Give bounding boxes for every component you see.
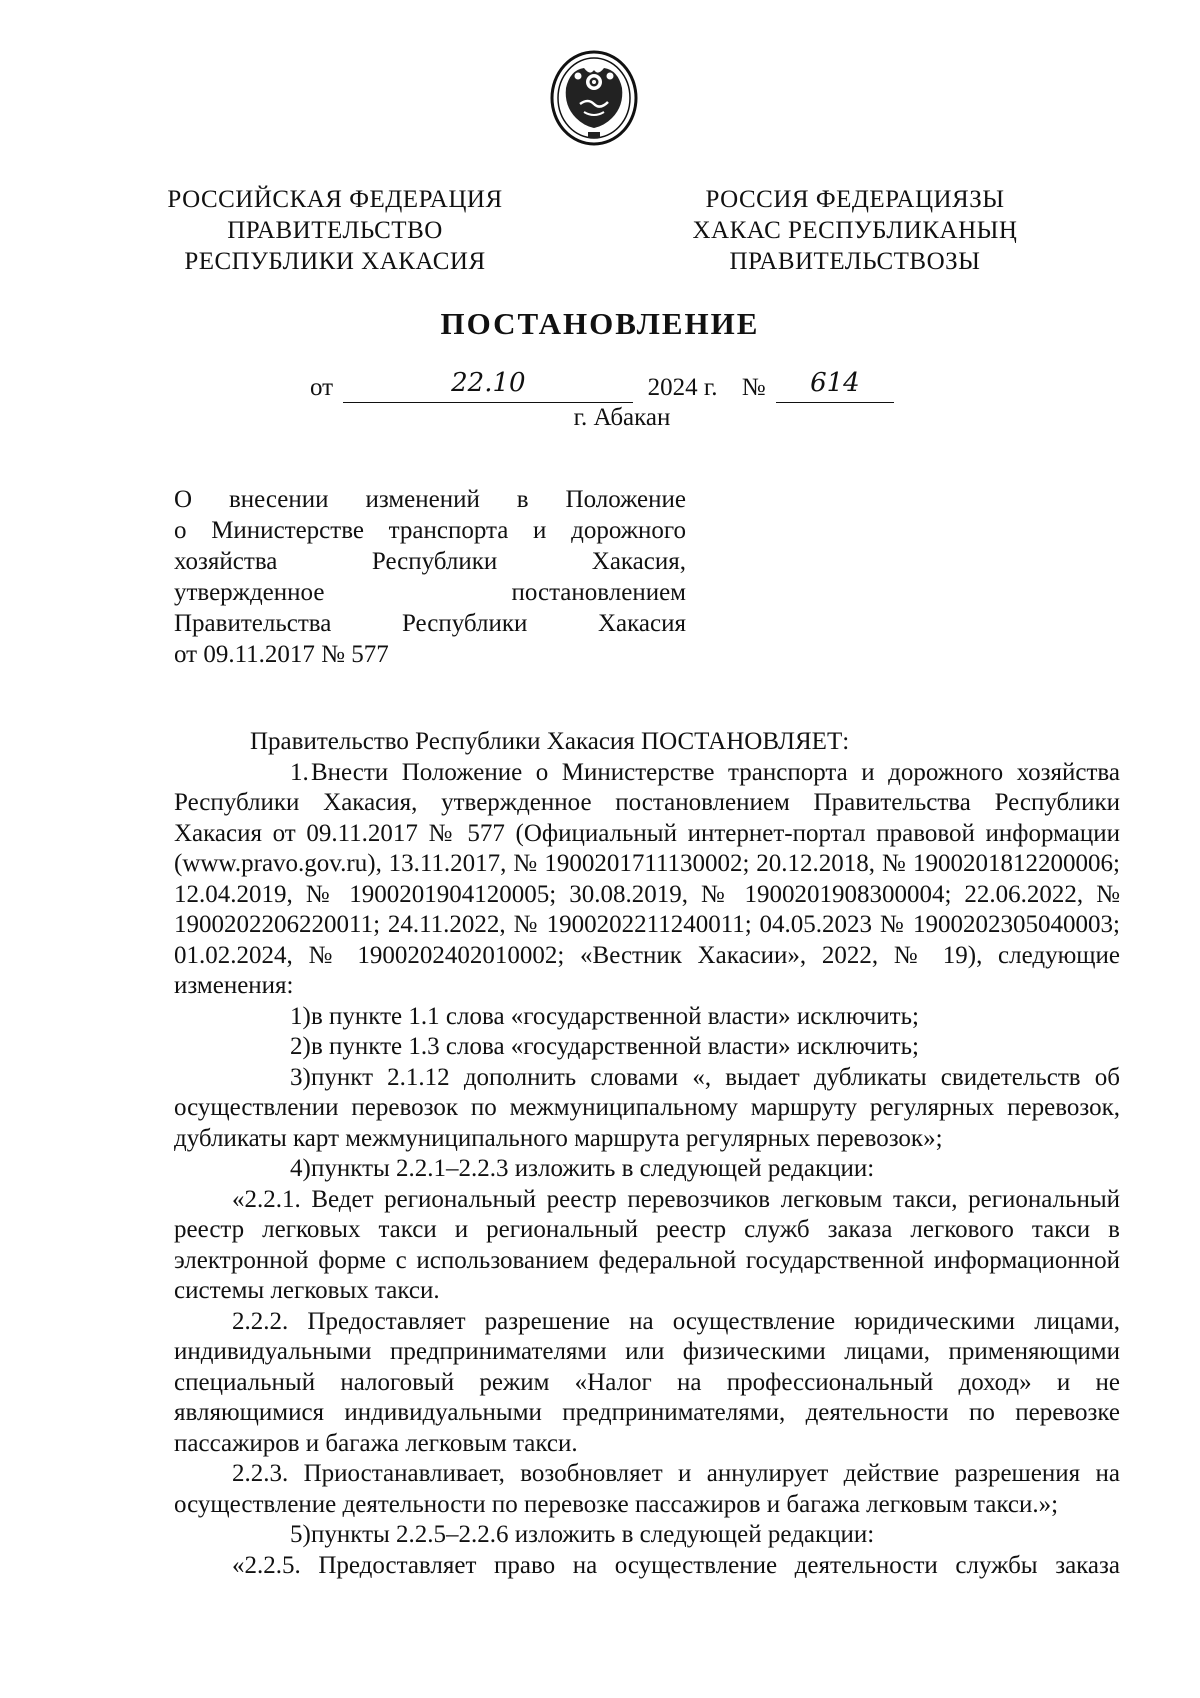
subject-line: утвержденное постановлением <box>174 579 686 606</box>
intro-text: Правительство Республики Хакасия ПОСТАНОВЛЯЕТ: <box>250 728 850 755</box>
number-label: № <box>741 374 766 401</box>
item-1-number: 1. <box>290 758 309 786</box>
subject-line: Правительства Республики Хакасия <box>174 610 686 637</box>
handwritten-date: 22.10 <box>451 368 526 398</box>
subject-line: О внесении изменений в Положение <box>174 486 686 513</box>
subitem-2-paragraph <box>174 1032 1120 1063</box>
subitem-3-paragraph <box>174 1063 1120 1155</box>
paragraph-2-2-1: «2.2.1. Ведет региональный реестр перевозчиков легковым такси, региональный реестр легковых такси и региональный реестр служб заказа легкового такси в электронной форме с использованием федеральной государственной информационной системы легковых такси. <box>174 1185 1120 1304</box>
subject-line: хозяйства Республики Хакасия, <box>174 548 686 575</box>
year-label: 2024 г. <box>647 374 718 401</box>
subitem-4-text: пункты 2.2.1–2.2.3 изложить в следующей редакции: <box>311 1155 875 1182</box>
document-title: ПОСТАНОВЛЕНИЕ <box>440 306 760 341</box>
header-right-khakas <box>670 184 1040 277</box>
document-body <box>174 727 1120 1581</box>
subitem-2-number: 2) <box>290 1033 311 1060</box>
date-number-line <box>310 368 894 403</box>
subitem-1-paragraph <box>174 1002 1120 1033</box>
subitem-5-number: 5) <box>290 1521 311 1548</box>
subject-line: о Министерстве транспорта и дорожного <box>174 517 686 544</box>
subject-line: от 09.11.2017 № 577 <box>174 641 389 668</box>
paragraph-2-2-2: 2.2.2. Предоставляет разрешение на осуществление юридическими лицами, индивидуальными предпринимателями или физическими лицами, применяющими специальный налоговый режим «Налог на профессиональный доход» и не являющимися индивидуальными предпринимателями, деятельности по перевозке пассажиров и багажа легковым такси. <box>174 1307 1120 1457</box>
header-right-line: ХАКАС РЕСПУБЛИКАНЫҢ <box>692 217 1018 244</box>
header-right-line: ПРАВИТЕЛЬСТВОЗЫ <box>729 248 981 275</box>
coat-of-arms-emblem <box>548 48 640 148</box>
subitem-4-number: 4) <box>290 1155 311 1182</box>
paragraph-2-2-5: «2.2.5. Предоставляет право на осуществление деятельности службы заказа <box>232 1551 1120 1579</box>
date-field <box>343 368 633 403</box>
item-1-paragraph <box>174 758 1120 1002</box>
subitem-1-text: в пункте 1.1 слова «государственной власти» исключить; <box>311 1002 919 1030</box>
subitem-2-text: в пункте 1.3 слова «государственной власти» исключить; <box>311 1033 919 1060</box>
header-right-line: РОССИЯ ФЕДЕРАЦИЯЗЫ <box>705 186 1005 213</box>
paragraph-2-2-3: 2.2.3. Приостанавливает, возобновляет и аннулирует действие разрешения на осуществление деятельности по перевозке пассажиров и багажа легковым такси.»; <box>174 1460 1120 1518</box>
document-subject <box>174 484 686 670</box>
subitem-3-text: пункт 2.1.12 дополнить словами «, выдает дубликаты свидетельств об осуществлении перевозок по межмуниципальному маршруту регулярных перевозок, дубликаты карт межмуниципального маршрута регулярных перевозок»; <box>174 1063 1120 1152</box>
header-left-russian <box>155 184 515 277</box>
header-left-line: РЕСПУБЛИКИ ХАКАСИЯ <box>184 248 486 275</box>
number-field <box>776 368 894 403</box>
subitem-4-paragraph <box>174 1154 1120 1185</box>
subitem-1-number: 1) <box>290 1002 311 1030</box>
handwritten-number: 614 <box>810 368 860 398</box>
header-left-line: ПРАВИТЕЛЬСТВО <box>227 217 443 244</box>
subitem-3-number: 3) <box>290 1063 311 1091</box>
subitem-5-paragraph <box>174 1520 1120 1551</box>
from-label: от <box>310 374 334 401</box>
header-left-line: РОССИЙСКАЯ ФЕДЕРАЦИЯ <box>167 186 503 213</box>
intro-paragraph <box>174 727 1120 758</box>
city-label: г. Абакан <box>573 404 671 431</box>
item-1-text: Внести Положение о Министерстве транспорта и дорожного хозяйства Республики Хакасия, утвержденное постановлением Правительства Республики Хакасия от 09.11.2017 № 577 (Официальный интернет-портал правовой информации (www.pravo.gov.ru), 13.11.2017, № 1900201711130002; 20.12.2018, № 1900201812200006; 12.04.2019, № 1900201904120005; 30.08.2019, № 1900201908300004; 22.06.2022, № 1900202206220011; 24.11.2022, № 1900202211240011; 04.05.2023 № 1900202305040003; 01.02.2024, № 1900202402010002; «Вестник Хакасии», 2022, № 19), следующие изменения: <box>174 758 1120 999</box>
subitem-5-text: пункты 2.2.5–2.2.6 изложить в следующей редакции: <box>311 1521 875 1548</box>
